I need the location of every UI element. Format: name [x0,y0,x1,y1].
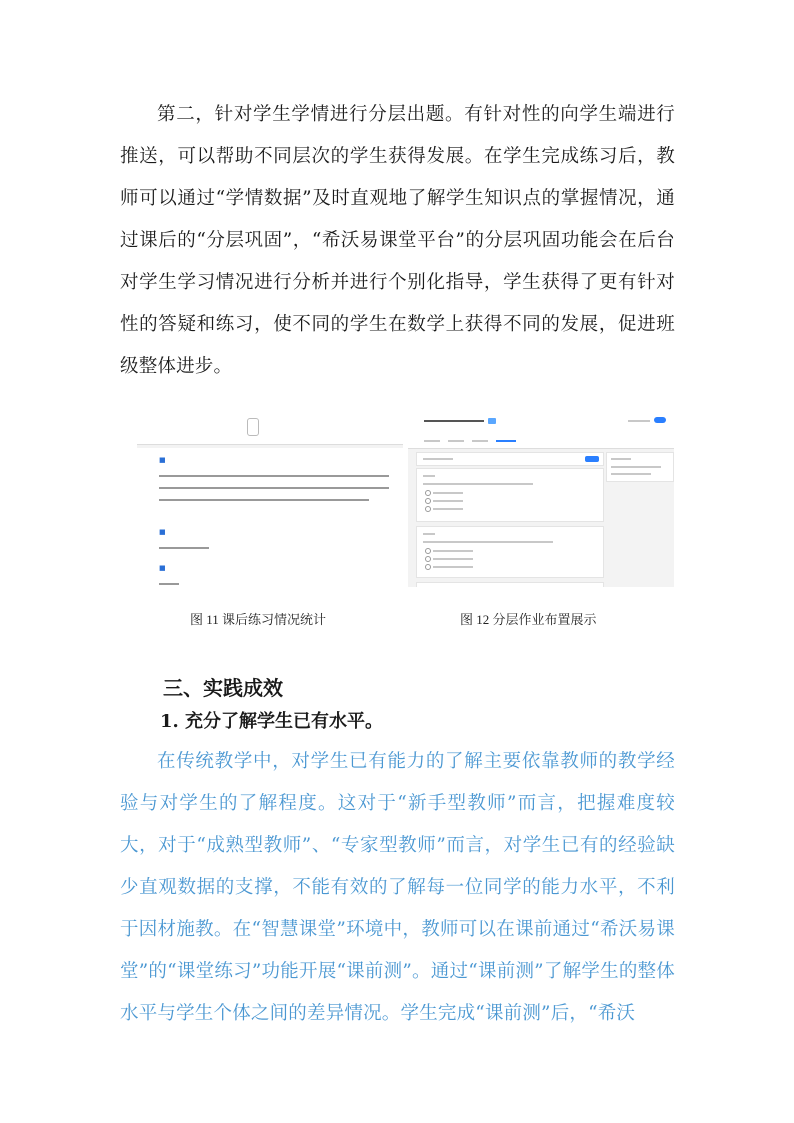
figure-12-blue-button [585,456,599,462]
figure-11-caption: 图 11 课后练习情况统计 [190,612,327,627]
paragraph-practice-results: 在传统教学中，对学生已有能力的了解主要依靠教师的教学经验与对学生的了解程度。这对于“新手型教师”而言，把握难度较大，对于“成熟型教师”、“专家型教师”而言，对学生已有的经验缺少直观数据的支撑，不能有效的了解每一位同学的能力水平，不利于因材施教。在“智慧课堂”环境中，教师可以在课前通过“希沃易课堂”的“课堂练习”功能开展“课前测”。通过“课前测”了解学生的整体水平与学生个体之间的差异情况。学生完成“课前测”后，“希沃 [120,751,675,1024]
figure-11-dropdown [247,418,259,436]
figure-12-side-panel [606,452,674,482]
paragraph-layered-questions: 第二，针对学生学情进行分层出题。有针对性的向学生端进行推送，可以帮助不同层次的学生获得发展。在学生完成练习后，教师可以通过“学情数据”及时直观地了解学生知识点的掌握情况，通过课后的“分层巩固”，“希沃易课堂平台”的分层巩固功能会在后台对学生学习情况进行分析并进行个别化指导，学生获得了更有针对性的答疑和练习，使不同的学生在数学上获得不同的发展，促进班级整体进步。 [120,104,675,377]
figure-12-question-card-2 [416,526,604,578]
figure-11-line-3 [159,578,389,585]
q1-opt-a-text [433,492,463,494]
q1-opt-c-text [433,508,463,510]
figure-12-filter-row [416,452,604,466]
figure-12-question-list [416,452,602,587]
side-line-1 [611,466,661,468]
figure-12-tab-1 [424,440,440,442]
figure-11-section-3: ■ [159,564,166,572]
figure-11-section-2: ■ [159,528,166,536]
figure-12-filter-text [423,458,453,460]
q2-opt-b [425,556,431,562]
figure-11-screenshot [137,412,403,587]
figure-12-tab-2 [448,440,464,442]
q1-opt-b [425,498,431,504]
side-line-2 [611,473,651,475]
side-title [611,458,631,460]
figure-12-tab-bar [408,434,674,449]
q2-num [423,533,435,535]
q2-stem [423,541,553,543]
figure-12-question-card-1 [416,468,604,522]
q1-opt-c [425,506,431,512]
figure-11-section-1: ■ [159,456,166,464]
figure-12-toggle-label [628,420,650,422]
q2-opt-c-text [433,566,473,568]
figure-12-screenshot [408,412,674,587]
q1-num [423,475,435,477]
section-heading: 三、实践成效 [163,676,283,700]
q1-stem [423,483,533,485]
figure-11-name-list [159,470,389,501]
q2-opt-a-text [433,550,473,552]
q2-opt-c [425,564,431,570]
figure-12-title-bar [408,412,674,434]
figure-12-question-card-3 [416,582,604,587]
subheading: 1. 充分了解学生已有水平。 [160,711,384,732]
figure-11-toolbar [137,412,403,445]
q1-opt-b-text [433,500,463,502]
q1-opt-a [425,490,431,496]
figure-12-tab-3 [472,440,488,442]
figure-12-title-placeholder [424,420,484,422]
figure-12-tag [488,418,496,424]
figure-11-body [137,448,403,587]
figure-11-line-2 [159,542,389,549]
figure-12-toggle [654,417,666,423]
figure-12-caption: 图 12 分层作业布置展示 [460,612,597,627]
figure-12-tab-active [496,440,516,442]
q2-opt-b-text [433,558,473,560]
q2-opt-a [425,548,431,554]
